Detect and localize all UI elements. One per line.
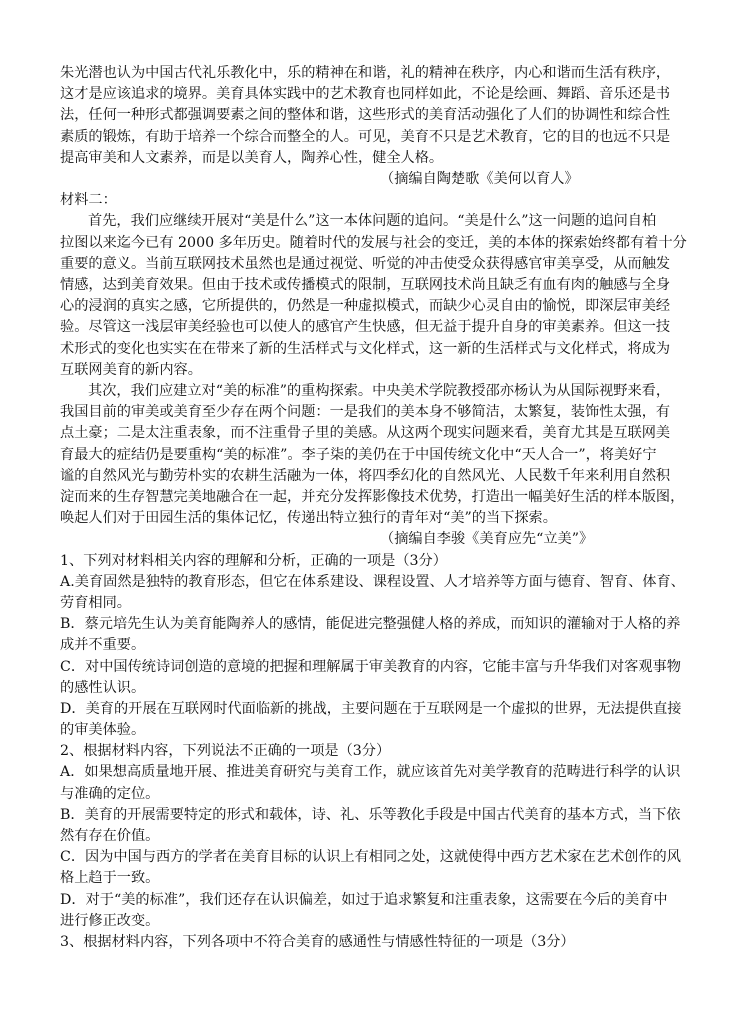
answer-option: 格上趋于一致。: [60, 870, 160, 887]
source-citation: （摘编自陶楚歌《美何以育人》: [380, 171, 579, 187]
body-line: 法，任何一种形式都强调要素之间的整体和谐，这些形式的美育活动强化了人们的协调性和综合性: [60, 107, 671, 124]
body-line: 其次，我们应建立对“美的标准”的重构探索。中央美术学院教授邵亦杨认为从国际视野来看，: [88, 382, 671, 399]
answer-option: 的感性认识。: [60, 679, 146, 696]
body-line: 心的浸润的真实之感，它所提供的，仍然是一种虚拟模式，而缺少心灵自由的愉悦，即深层审美经: [60, 298, 671, 315]
body-line: 验。尽管这一浅层审美经验也可以使人的感官产生快感，但无益于提升自身的审美素养。但这一技: [60, 319, 671, 336]
answer-option: 进行修正改变。: [60, 912, 160, 929]
answer-option: B．美育的开展需要特定的形式和载体，诗、礼、乐等教化手段是中国古代美育的基本方式，当下依: [60, 806, 681, 823]
section-heading: 材料二：: [60, 192, 117, 209]
body-line: 唤起人们对于田园生活的集体记忆，传递出特立独行的青年对“美”的当下探索。: [60, 510, 557, 527]
answer-option: 成并不重要。: [60, 637, 146, 654]
body-line: 淀而来的生存智慧完美地融合在一起，并充分发挥影像技术优势，打造出一幅美好生活的样本版图，: [60, 488, 685, 505]
answer-option: 劳育相同。: [60, 594, 131, 611]
answer-option: D．美育的开展在互联网时代面临新的挑战，主要问题在于互联网是一个虚拟的世界，无法提供直接: [60, 700, 682, 717]
answer-option: 与准确的定位。: [60, 785, 160, 802]
answer-option: B．蔡元培先生认为美育能陶养人的感情，能促进完整强健人格的养成，而知识的灌输对于人格的养: [60, 616, 681, 633]
body-line: 谧的自然风光与勤劳朴实的农耕生活融为一体，将四季幻化的自然风光、人民数千年来利用自然积: [60, 467, 671, 484]
body-line: 素质的锻炼，有助于培养一个综合而整全的人。可见，美育不只是艺术教育，它的目的也远不只是: [60, 128, 671, 145]
question-stem: 1、下列对材料相关内容的理解和分析，正确的一项是（3分）: [60, 552, 447, 569]
body-line: 互联网美育的新内容。: [60, 361, 202, 378]
body-line: 首先，我们应继续开展对“美是什么”这一本体问题的追问。“美是什么”这一问题的追问自柏: [88, 213, 657, 230]
body-line: 重要的意义。当前互联网技术虽然也是通过视觉、听觉的冲击使受众获得感官审美享受，从而触发: [60, 255, 671, 272]
body-line: 点土豪；二是太注重表象，而不注重骨子里的美感。从这两个现实问题来看，美育尤其是互联网美: [60, 425, 671, 442]
source-citation: （摘编自李骏《美育应先“立美”》: [380, 531, 594, 548]
body-line: 术形式的变化也实实在在带来了新的生活样式与文化样式，这一新的生活样式与文化样式，将成为: [60, 340, 671, 357]
answer-option: A.美育固然是独特的教育形态，但它在体系建设、课程设置、人才培养等方面与德育、智育、体育、: [60, 573, 685, 590]
body-line: 朱光潜也认为中国古代礼乐教化中，乐的精神在和谐，礼的精神在秩序，内心和谐而生活有秩序，: [60, 65, 671, 81]
body-line: 提高审美和人文素养，而是以美育人，陶养心性，健全人格。: [60, 149, 444, 166]
answer-option: C．因为中国与西方的学者在美育目标的认识上有相同之处，这就使得中西方艺术家在艺术创作的风: [60, 849, 681, 866]
answer-option: A．如果想高质量地开展、推进美育研究与美育工作，就应该首先对美学教育的范畴进行科学的认识: [60, 764, 681, 781]
answer-option: C．对中国传统诗词创造的意境的把握和理解属于审美教育的内容，它能丰富与升华我们对客观事物: [60, 658, 681, 675]
body-line: 我国目前的审美或美育至少存在两个问题：一是我们的美本身不够简洁，太繁复，装饰性太强，有: [60, 404, 671, 421]
body-line: 育最大的症结仍是要重构“美的标准”。李子柒的美仍在于中国传统文化中“天人合一”，将美好宁: [60, 446, 657, 463]
body-line: 这才是应该追求的境界。美育具体实践中的艺术教育也同样如此，不论是绘画、舞蹈、音乐还是书: [60, 86, 671, 103]
answer-option: 的审美体验。: [60, 722, 146, 738]
body-line: 拉图以来迄今已有 2000 多年历史。随着时代的发展与社会的变迁，美的本体的探索始终都有着十分: [60, 234, 687, 251]
question-stem: 2、根据材料内容，下列说法不正确的一项是（3分）: [60, 743, 391, 760]
answer-option: 然有存在价值。: [60, 828, 160, 844]
question-stem: 3、根据材料内容，下列各项中不符合美育的感通性与情感性特征的一项是（3分）: [60, 934, 575, 950]
body-line: 情感，达到美育效果。但由于技术或传播模式的限制，互联网技术尚且缺乏有血有肉的触感与全身: [60, 277, 671, 293]
answer-option: D．对于“美的标准”，我们还存在认识偏差，如过于追求繁复和注重表象，这需要在今后的美育中: [60, 891, 668, 908]
